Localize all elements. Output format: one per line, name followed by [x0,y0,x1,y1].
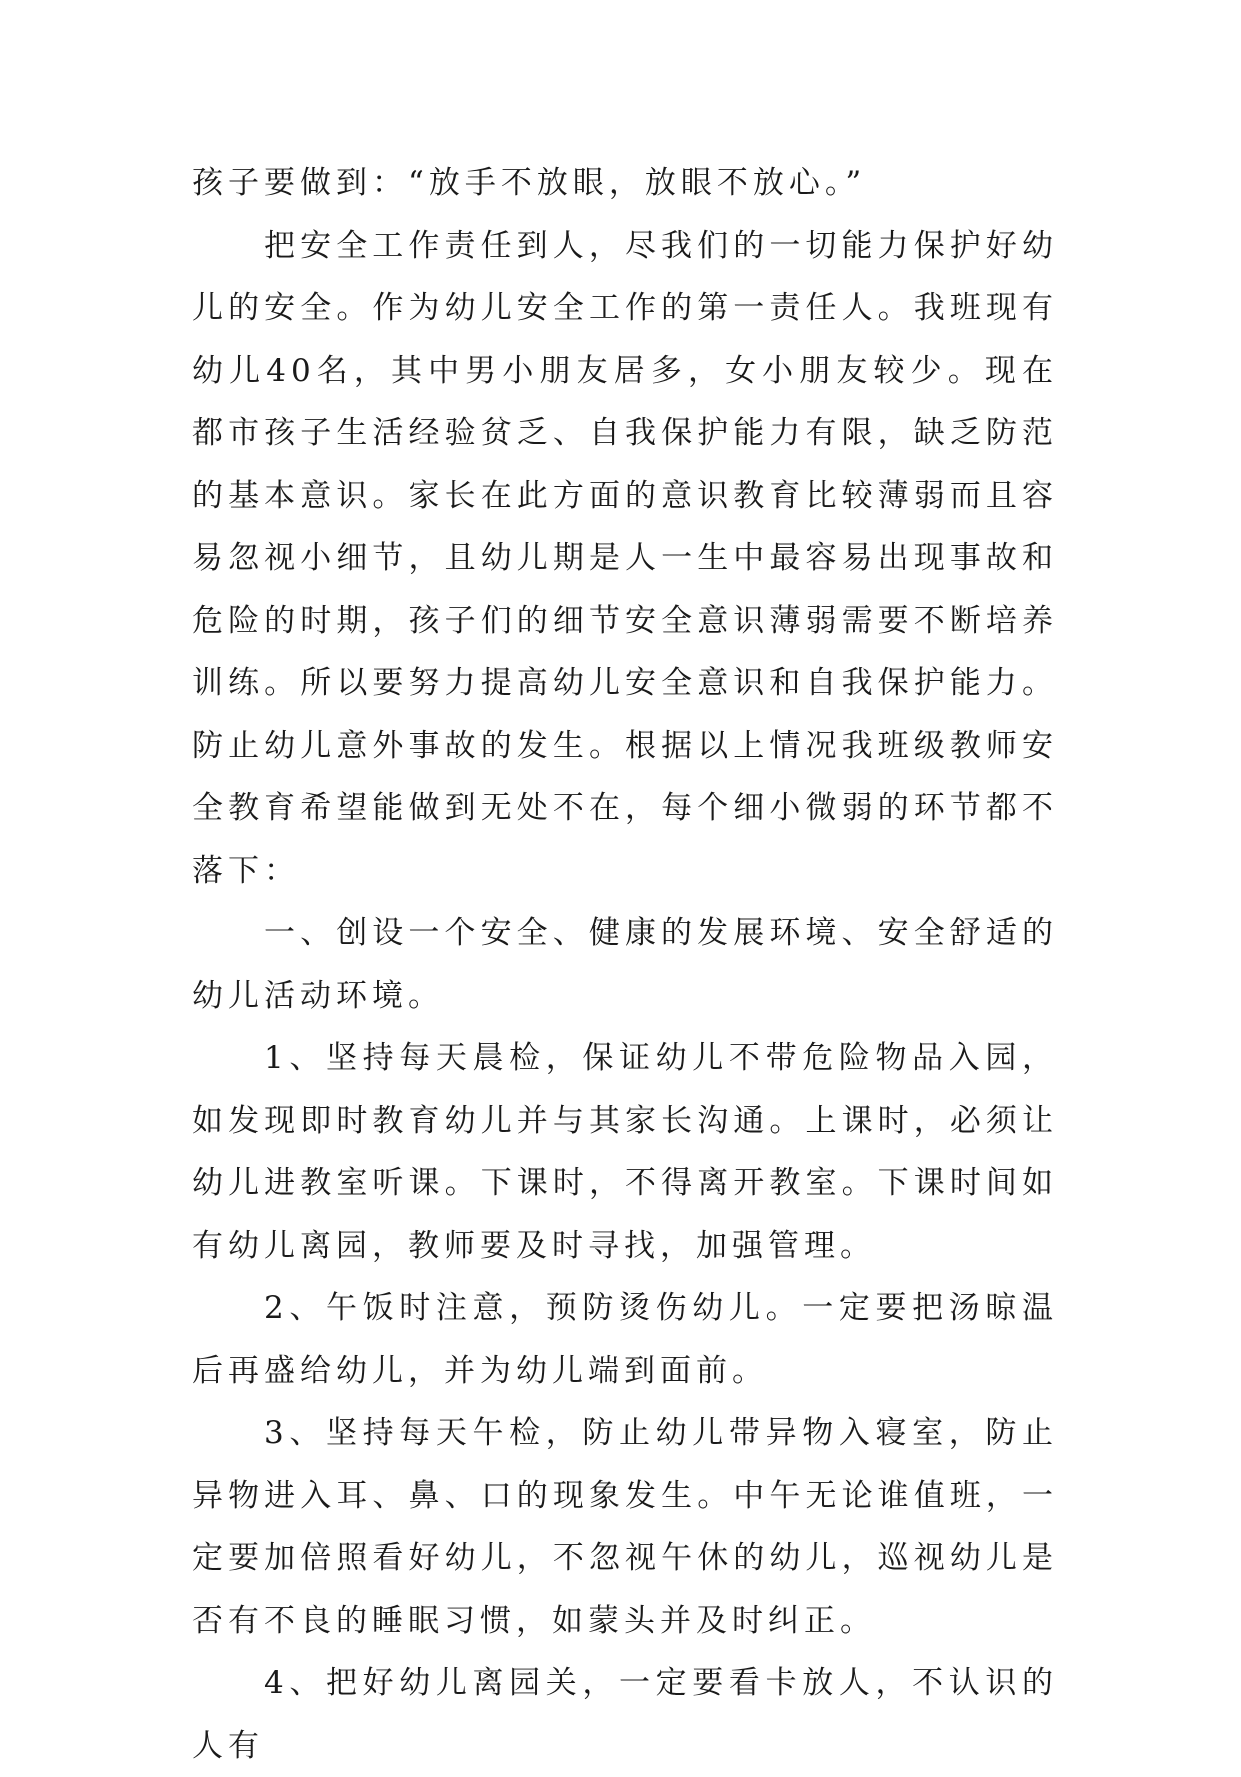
paragraph-2: 把安全工作责任到人，尽我们的一切能力保护好幼儿的安全。作为幼儿安全工作的第一责任人。我班现有幼儿40名，其中男小朋友居多，女小朋友较少。现在都市孩子生活经验贫乏、自我保护能力有限，缺乏防范的基本意识。家长在此方面的意识教育比较薄弱而且容易忽视小细节，且幼儿期是人一生中最容易出现事故和危险的时期，孩子们的细节安全意识薄弱需要不断培养训练。所以要努力提高幼儿安全意识和自我保护能力。防止幼儿意外事故的发生。根据以上情况我班级教师安全教育希望能做到无处不在，每个细小微弱的环节都不落下： [192,227,1058,889]
paragraph-4: 1、坚持每天晨检，保证幼儿不带危险物品入园，如发现即时教育幼儿并与其家长沟通。上课时，必须让幼儿进教室听课。下课时，不得离开教室。下课时间如有幼儿离园，教师要及时寻找，加强管理。 [192,1040,1058,1264]
paragraph-7: 4、把好幼儿离园关，一定要看卡放人，不认识的人有 [192,1665,1058,1764]
paragraph-1: 孩子要做到：“放手不放眼，放眼不放心。” [192,165,867,201]
paragraph-5: 2、午饭时注意，预防烫伤幼儿。一定要把汤晾温后再盛给幼儿，并为幼儿端到面前。 [192,1290,1058,1389]
document-body [192,152,1058,1777]
paragraph-3: 一、创设一个安全、健康的发展环境、安全舒适的幼儿活动环境。 [192,915,1058,1014]
paragraph-6: 3、坚持每天午检，防止幼儿带异物入寝室，防止异物进入耳、鼻、口的现象发生。中午无论谁值班，一定要加倍照看好幼儿，不忽视午休的幼儿，巡视幼儿是否有不良的睡眠习惯，如蒙头并及时纠正。 [192,1415,1058,1639]
